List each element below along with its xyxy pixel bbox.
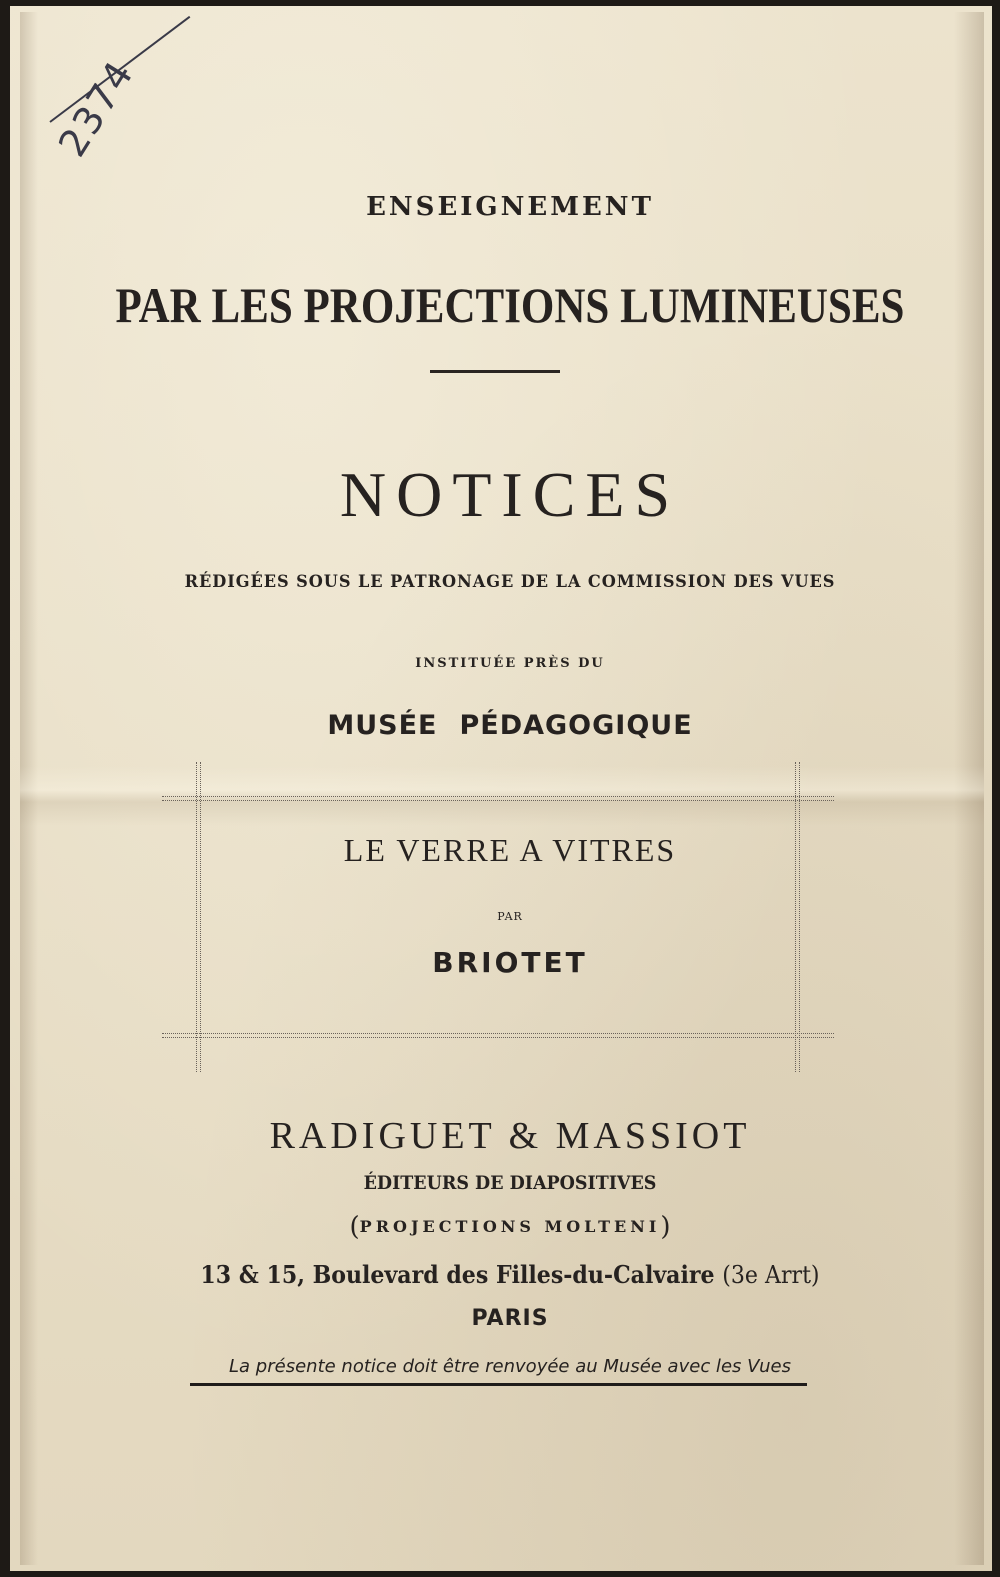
- publisher-name: RADIGUET & MASSIOT: [269, 1115, 751, 1157]
- work-title: LE VERRE A VITRES: [343, 832, 677, 868]
- institution-name-part2: PÉDAGOGIQUE: [459, 710, 693, 741]
- header-line-2: PAR LES PROJECTIONS LUMINEUSES: [115, 277, 905, 333]
- footer-note: La présente notice doit être renvoyée au Musée avec les Vues: [229, 1356, 791, 1377]
- work-by: PAR: [497, 910, 523, 923]
- frame-border-bottom: [162, 1033, 834, 1038]
- work-author: BRIOTET: [432, 946, 588, 979]
- handwritten-number: 2374: [50, 52, 143, 165]
- frame-border-top: [162, 796, 834, 801]
- title-divider: [430, 370, 560, 373]
- institution-name-part1: MUSÉE: [327, 710, 438, 741]
- publisher-brand: (PROJECTIONS MOLTENI): [349, 1212, 671, 1242]
- header-line-1: ENSEIGNEMENT: [366, 192, 654, 222]
- publisher-street: 13 & 15, Boulevard des Filles-du-Calvaire: [200, 1260, 715, 1289]
- subtitle: RÉDIGÉES SOUS LE PATRONAGE DE LA COMMISSION DES VUES: [184, 572, 836, 592]
- publisher-role: ÉDITEURS DE DIAPOSITIVES: [363, 1172, 657, 1194]
- publisher-address: [50, 1260, 970, 1289]
- publisher-brand-text: PROJECTIONS MOLTENI: [359, 1217, 661, 1236]
- institution-intro: INSTITUÉE PRÈS DU: [415, 656, 605, 671]
- page-title: NOTICES: [339, 459, 681, 530]
- publisher-district: (3e Arrt): [722, 1261, 820, 1289]
- publisher-city: PARIS: [471, 1306, 549, 1331]
- institution-name: [10, 710, 1000, 741]
- footer-underline: [190, 1383, 807, 1386]
